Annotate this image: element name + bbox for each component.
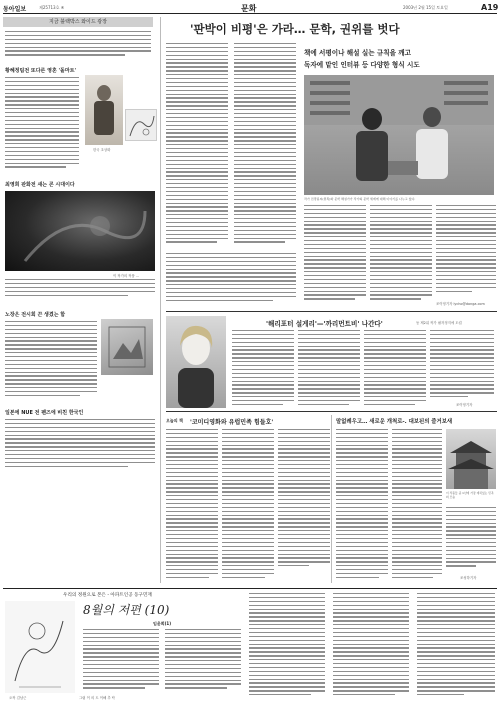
main-subhead-1: 책에 서평이나 해설 실는 규칙을 깨고	[304, 49, 412, 57]
left-photo-portrait	[85, 75, 123, 145]
middle-text-col-1	[232, 330, 294, 410]
main-story	[166, 17, 497, 312]
masthead	[3, 3, 497, 14]
painting-icon	[101, 319, 153, 375]
left-head-3: 노장은 전시회 끈 생겼는 함	[5, 312, 66, 318]
lower-left-text-3	[278, 429, 330, 575]
lower-right-headline: 말없례우고… 새로운 개척로-. 대보된의 즐거보새	[336, 419, 453, 425]
main-photo-interview	[304, 75, 494, 195]
main-text-col-1b	[166, 253, 296, 305]
main-headline: '판박이 비평'은 가라… 문학, 권위를 벗다	[190, 22, 400, 36]
bottom-text-2	[165, 629, 241, 691]
left-photo-3-caption: 이 작가의 작품 ...	[113, 274, 140, 278]
lower-right-text-1	[336, 429, 388, 581]
left-photo-1-caption: 한국 초상화	[93, 148, 111, 152]
bottom-text-4	[333, 593, 409, 697]
main-text-col-4	[370, 205, 432, 305]
middle-text-col-2	[298, 330, 360, 410]
novel-illustration-icon	[5, 601, 75, 693]
left-photo-sketch	[125, 109, 157, 141]
middle-headline: '해리포터 설게리'—'까리먼트비' 나간다'	[266, 320, 383, 328]
bottom-author: 임윤희(1)	[153, 621, 172, 626]
left-banner-text: 지금 블랙박스 와이드 광장	[49, 19, 107, 25]
lower-left-text-1	[166, 429, 218, 581]
lower-left-headline: '코미디영화와 유럽민족 힘들호'	[190, 419, 274, 426]
author-portrait-icon	[166, 316, 226, 408]
middle-text-col-4	[430, 330, 494, 404]
section-title: 문화	[241, 4, 257, 13]
bottom-text-5	[417, 593, 495, 697]
left-head-4: 일본에 NUE 전 펜즈에 비친 한국인	[5, 410, 84, 416]
left-column	[3, 17, 161, 583]
left-head-1: 황혜정팀전 또다른 영혼 '돌마트'	[5, 68, 77, 74]
print-artwork-icon	[5, 191, 155, 271]
page-number: A19	[481, 3, 499, 12]
main-text-col-3	[304, 205, 366, 305]
left-text-3	[5, 321, 97, 401]
date-info: 2003년 2월 15일 토요일	[403, 5, 448, 10]
bottom-illustration	[5, 601, 75, 693]
bottom-calligraphy-title: 8월의 저편 (10)	[83, 603, 170, 617]
bottom-caption-left: 오작 김남근	[9, 696, 27, 700]
sketch-icon	[126, 110, 157, 141]
main-subhead-2: 독자에 맡인 인터뷰 등 다양한 형식 시도	[304, 61, 420, 69]
bottom-caption-mid: 그림 이 의 도 이해 추 탁	[79, 696, 115, 700]
lower-right-photo-temple	[446, 429, 496, 489]
middle-tag: 동 제2위 작가 필자정지에 도렵	[416, 321, 462, 325]
paper-name: 동아일보	[3, 6, 27, 13]
left-banner	[3, 17, 153, 27]
bottom-text-3	[249, 593, 325, 697]
temple-photo-icon	[446, 429, 496, 489]
lower-left-text-2	[222, 429, 274, 581]
left-photo-painting	[101, 319, 153, 375]
bottom-kicker: 우리의 정원으로 본은 - 아파트인공 동구민재	[63, 593, 152, 598]
left-photo-print	[5, 191, 155, 271]
portrait-figure-icon	[85, 75, 123, 145]
middle-byline: 조이영기자	[456, 403, 473, 407]
left-head-2: 최영희 판화전 새는 콘 시대이다	[5, 182, 75, 188]
issue-info: 제25713호 ④	[39, 5, 65, 10]
main-text-col-1	[166, 43, 228, 249]
lower-right-byline: 조성하기자	[460, 576, 477, 580]
main-photo-caption: 작가 전경린씨(왼쪽)와 문학 해설가가 작가의 문학 세계에 대해 이야기를 나누고 있다.	[304, 197, 416, 201]
lower-left-story	[166, 415, 332, 583]
lower-right-text-3	[446, 507, 496, 575]
left-text-4	[5, 419, 155, 471]
middle-photo-author	[166, 316, 226, 408]
left-intro-text	[5, 31, 151, 61]
middle-text-col-3	[364, 330, 426, 410]
bottom-text-1	[83, 629, 159, 691]
main-text-col-5	[436, 205, 496, 297]
lower-right-photo-caption: 이 작품들 중 1년에 가장 재치있는 민족의 모습	[446, 491, 494, 499]
lower-left-tag: 오늘의 책	[166, 418, 183, 423]
lower-right-story	[336, 415, 497, 583]
middle-story	[166, 316, 497, 412]
lower-right-text-2	[392, 429, 442, 581]
bottom-series	[3, 588, 497, 704]
interview-photo-icon	[304, 75, 494, 195]
main-byline: 조이영기자 lycho@donga.com	[436, 302, 485, 306]
left-text-2	[5, 279, 155, 301]
main-text-col-2	[234, 43, 296, 249]
left-text-1	[5, 77, 79, 173]
